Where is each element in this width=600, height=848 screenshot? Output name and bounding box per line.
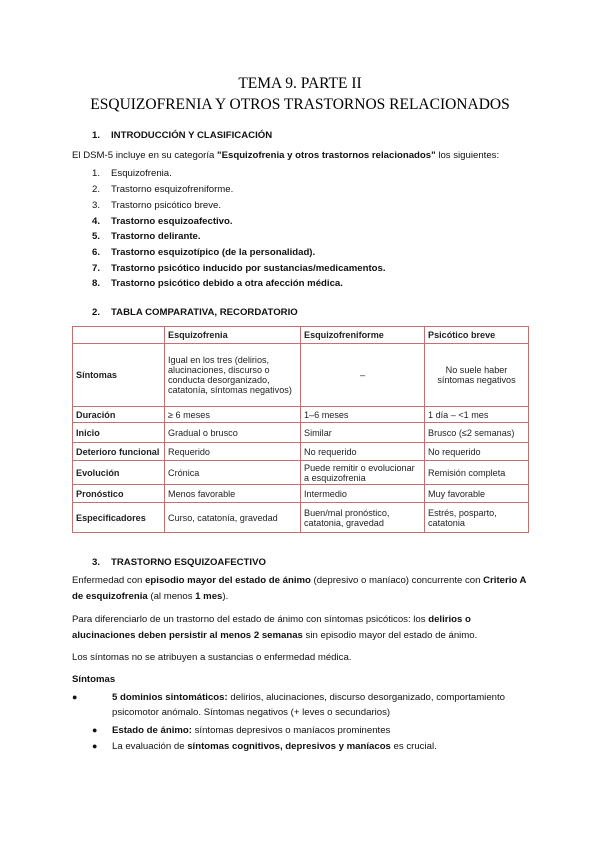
table-cell: Deterioro funcional <box>73 443 165 461</box>
table-header-cell: Esquizofreniforme <box>301 327 425 344</box>
paragraph-exclusion: Los síntomas no se atribuyen a sustancias o enfermedad médica. <box>72 652 352 663</box>
paragraph-definition: Enfermedad con episodio mayor del estado de ánimo (depresivo o maníaco) concurrente con Criterio A de esquizofrenia (al menos 1 mes). <box>72 575 527 602</box>
page-title: TEMA 9. PARTE II <box>238 75 362 92</box>
list-item: 5. Trastorno delirante. <box>92 231 201 242</box>
table-cell: Pronóstico <box>73 485 165 503</box>
table-cell: Remisión completa <box>425 461 529 485</box>
section-3-heading: 3. TRASTORNO ESQUIZOAFECTIVO <box>92 557 266 568</box>
table-cell: Crónica <box>165 461 301 485</box>
list-item: ● La evaluación de síntomas cognitivos, depresivos y maníacos es crucial. <box>92 741 437 752</box>
table-row <box>73 443 529 461</box>
table-cell: Inicio <box>73 423 165 443</box>
table-header-row <box>73 327 529 344</box>
list-item: ● 5 dominios sintomáticos: delirios, alucinaciones, discurso desorganizado, comportamiento psicomotor anómalo. Síntomas negativos (+ leves o secundarios) <box>72 692 505 718</box>
table-cell: Similar <box>301 423 425 443</box>
table-header-cell <box>73 327 165 344</box>
table-row <box>73 503 529 533</box>
section-2-heading: 2. TABLA COMPARATIVA, RECORDATORIO <box>92 307 298 318</box>
table-cell: Evolución <box>73 461 165 485</box>
table-row <box>73 407 529 423</box>
list-item: ● Estado de ánimo: síntomas depresivos o maníacos prominentes <box>92 725 391 736</box>
list-item: 1. Esquizofrenia. <box>92 168 172 179</box>
sintomas-label: Síntomas <box>72 674 116 685</box>
table-cell: Estrés, posparto, catatonia <box>425 503 529 533</box>
bullet-icon: ● <box>72 692 78 702</box>
table-cell: Igual en los tres (delirios, alucinaciones, discurso o conducta desorganizado, catatonía, síntomas negativos) <box>165 344 301 407</box>
table-cell: Especificadores <box>73 503 165 533</box>
table-cell: Brusco (≤2 semanas) <box>425 423 529 443</box>
table-cell: Menos favorable <box>165 485 301 503</box>
bullet-icon: ● <box>92 741 98 751</box>
table-cell: Síntomas <box>73 344 165 407</box>
table-header-cell: Esquizofrenia <box>165 327 301 344</box>
table-row <box>73 423 529 443</box>
section-1-intro: El DSM-5 incluye en su categoría "Esquizofrenia y otros trastornos relacionados" los siguientes: <box>72 150 500 161</box>
table-cell: Puede remitir o evolucionar a esquizofrenia <box>301 461 425 485</box>
list-item: 4. Trastorno esquizoafectivo. <box>92 216 233 227</box>
bullet-icon: ● <box>92 725 98 735</box>
table-cell: Duración <box>73 407 165 423</box>
table-cell: 1–6 meses <box>301 407 425 423</box>
table-cell: No suele haber síntomas negativos <box>425 344 529 407</box>
table-cell: Muy favorable <box>425 485 529 503</box>
table-cell: Curso, catatonía, gravedad <box>165 503 301 533</box>
list-item: 8. Trastorno psicótico debido a otra afección médica. <box>92 278 343 289</box>
table-row <box>73 344 529 407</box>
list-item: 7. Trastorno psicótico inducido por sustancias/medicamentos. <box>92 263 386 274</box>
section-1-heading: 1. INTRODUCCIÓN Y CLASIFICACIÓN <box>92 130 273 141</box>
table-cell: ≥ 6 meses <box>165 407 301 423</box>
comparison-table <box>72 326 529 533</box>
table-cell: Buen/mal pronóstico, catatonia, gravedad <box>301 503 425 533</box>
table-row <box>73 461 529 485</box>
list-item: 6. Trastorno esquizotípico (de la personalidad). <box>92 247 316 258</box>
table-cell: No requerido <box>425 443 529 461</box>
table-cell: 1 día – <1 mes <box>425 407 529 423</box>
table-cell: Gradual o brusco <box>165 423 301 443</box>
table-cell: – <box>301 344 425 407</box>
list-item: 2. Trastorno esquizofreniforme. <box>92 184 234 195</box>
table-cell: Requerido <box>165 443 301 461</box>
table-cell: Intermedio <box>301 485 425 503</box>
list-item: 3. Trastorno psicótico breve. <box>92 200 222 211</box>
table-cell: No requerido <box>301 443 425 461</box>
table-header-cell: Psicótico breve <box>425 327 529 344</box>
table-row <box>73 485 529 503</box>
paragraph-differentiation: Para diferenciarlo de un trastorno del estado de ánimo con síntomas psicóticos: los delirios o alucinaciones deben persistir al menos 2 semanas sin episodio mayor del estado de ánimo. <box>72 614 478 641</box>
page-subtitle: ESQUIZOFRENIA Y OTROS TRASTORNOS RELACIONADOS <box>90 96 510 113</box>
